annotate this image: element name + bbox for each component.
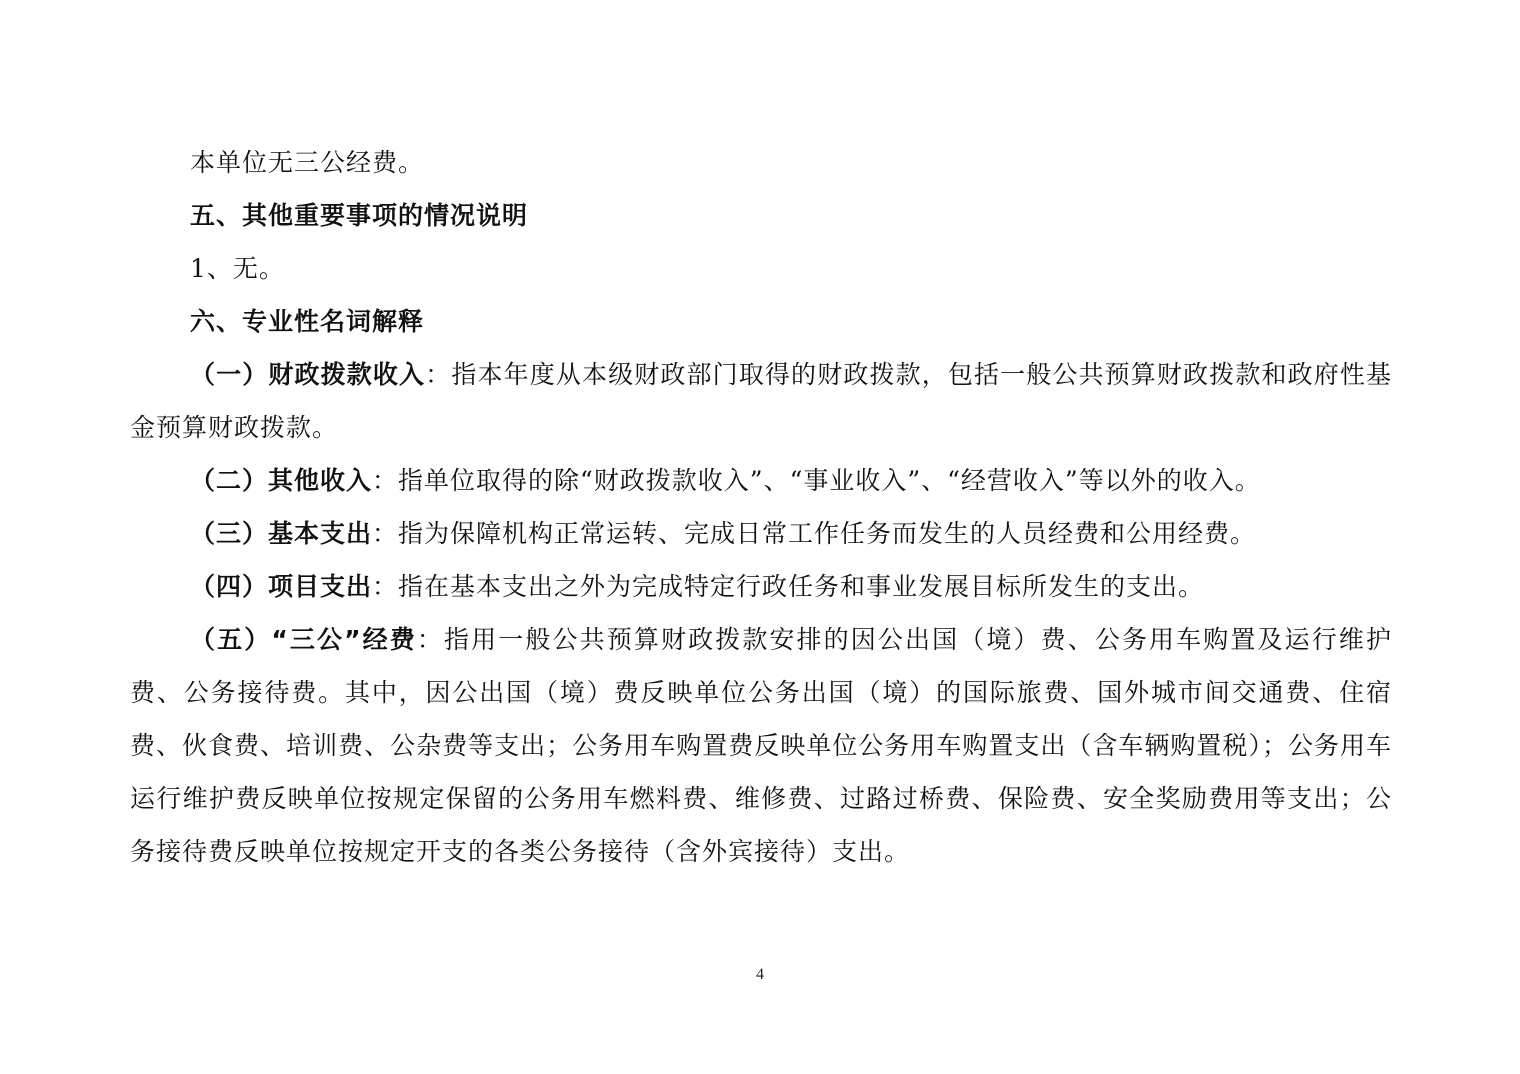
term-definition: ：指在基本支出之外为完成特定行政任务和事业发展目标所发生的支出。 [372, 572, 1205, 601]
term-fiscal-appropriation-income [130, 348, 1392, 454]
term-label: （五）“三公”经费 [190, 625, 417, 654]
term-basic-expenditure [130, 507, 1392, 560]
term-label: （四）项目支出 [190, 572, 373, 601]
term-label: （一）财政拨款收入 [190, 360, 426, 389]
no-three-public-expenses-line: 本单位无三公经费。 [190, 148, 425, 177]
section-6-heading: 六、专业性名词解释 [190, 307, 425, 336]
term-label: （三）基本支出 [190, 519, 373, 548]
term-project-expenditure [130, 560, 1392, 613]
section-5-heading: 五、其他重要事项的情况说明 [190, 201, 529, 230]
term-definition: ：指为保障机构正常运转、完成日常工作任务而发生的人员经费和公用经费。 [372, 519, 1257, 548]
document-body [130, 136, 1392, 878]
section-5-item-1: 1、无。 [190, 254, 285, 283]
term-label: （二）其他收入 [190, 466, 373, 495]
term-other-income [130, 454, 1392, 507]
term-definition: ：指用一般公共预算财政拨款安排的因公出国（境）费、公务用车购置及运行维护费、公务接待费。其中，因公出国（境）费反映单位公务出国（境）的国际旅费、国外城市间交通费、住宿费、伙食费、培训费、公杂费等支出；公务用车购置费反映单位公务用车购置支出（含车辆购置税）；公务用车运行维护费反映单位按规定保留的公务用车燃料费、维修费、过路过桥费、保险费、安全奖励费用等支出；公务接待费反映单位按规定开支的各类公务接待（含外宾接待）支出。 [130, 625, 1392, 866]
term-definition: ：指本年度从本级财政部门取得的财政拨款，包括一般公共预算财政拨款和政府性基金预算财政拨款。 [130, 360, 1392, 442]
page-number: 4 [756, 966, 764, 983]
term-definition: ：指单位取得的除“财政拨款收入”、“事业收入”、“经营收入”等以外的收入。 [372, 466, 1261, 495]
term-three-public-expenses [130, 613, 1392, 878]
